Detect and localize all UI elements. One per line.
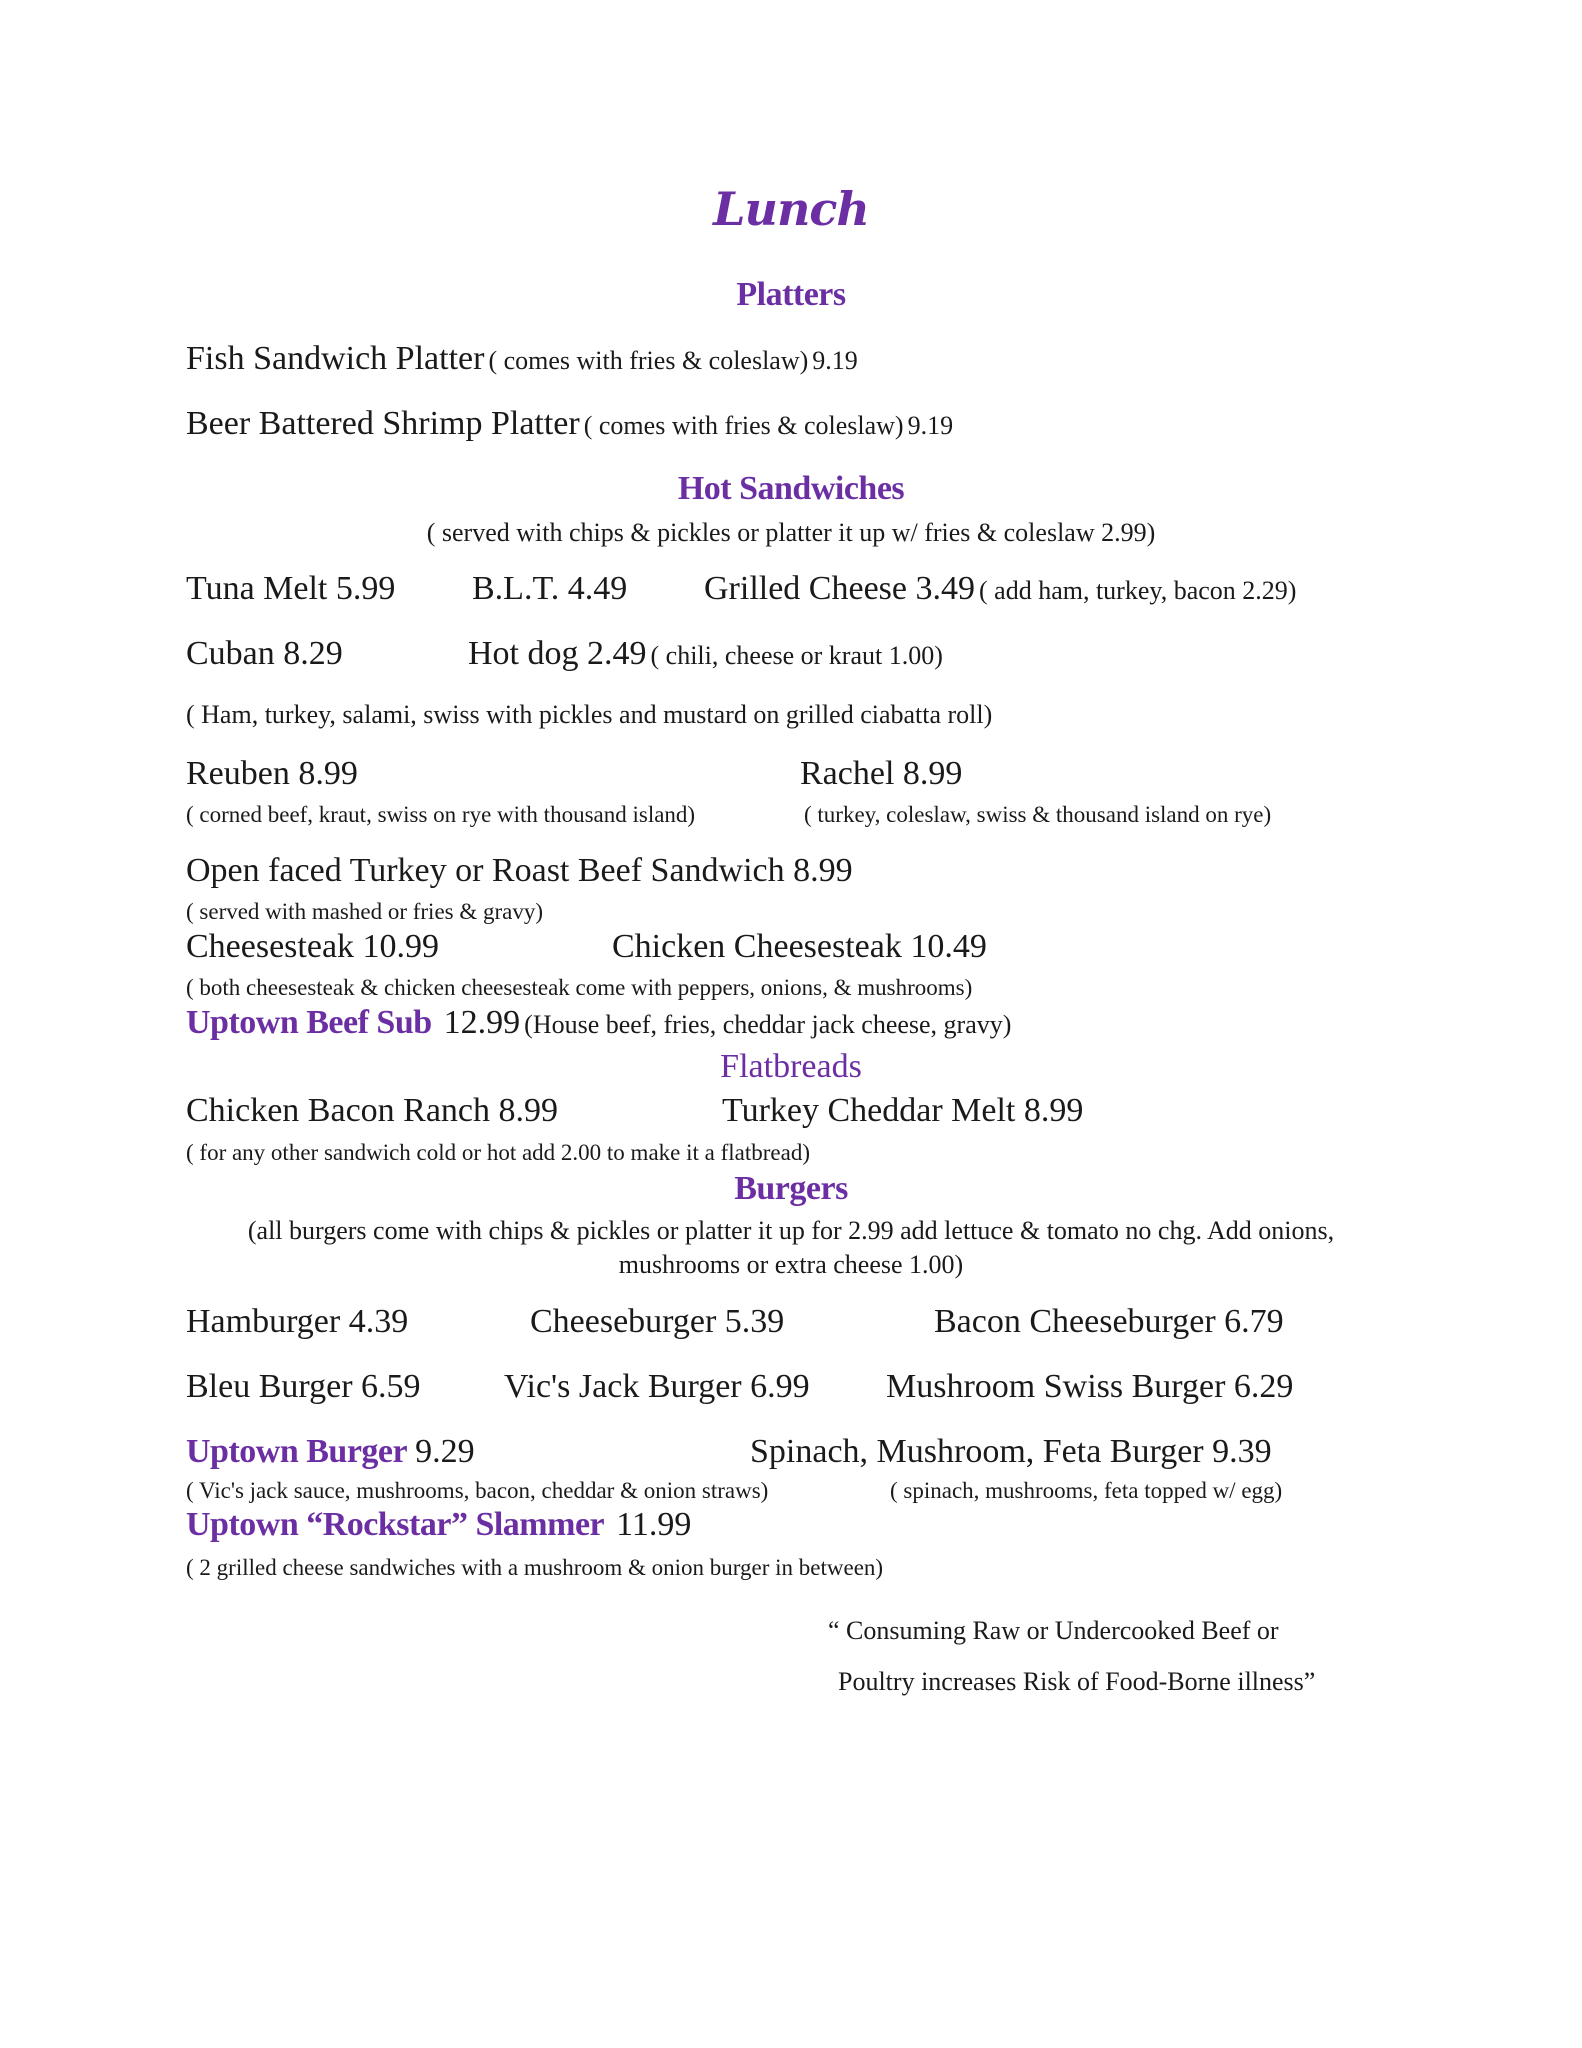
uptown-burger — [186, 1433, 475, 1471]
bleu-burger: Bleu Burger 6.59 — [186, 1368, 421, 1405]
hamburger: Hamburger 4.39 — [186, 1303, 409, 1340]
cheeseburger: Cheeseburger 5.39 — [530, 1303, 785, 1340]
uptown-burger-price: 9.29 — [415, 1433, 475, 1470]
hot-dog-label: Hot dog 2.49 — [468, 635, 647, 672]
cuban-description: ( Ham, turkey, salami, swiss with pickles and mustard on grilled ciabatta roll) — [186, 700, 993, 729]
uptown-burger-name: Uptown Burger — [186, 1433, 408, 1470]
hot-dog-note: ( chili, cheese or kraut 1.00) — [650, 641, 943, 670]
disclaimer-line1: “ Consuming Raw or Undercooked Beef or — [828, 1616, 1279, 1645]
menu-title: Lunch — [713, 182, 869, 236]
disclaimer-line2: Poultry increases Risk of Food-Borne illness” — [838, 1667, 1316, 1696]
tuna-melt: Tuna Melt 5.99 — [186, 570, 396, 607]
rachel-description: ( turkey, coleslaw, swiss & thousand island on rye) — [804, 802, 1272, 827]
hot-sandwiches-note: ( served with chips & pickles or platter it up w/ fries & coleslaw 2.99) — [426, 518, 1156, 547]
vics-jack-burger: Vic's Jack Burger 6.99 — [504, 1368, 810, 1405]
rockstar-slammer-description: ( 2 grilled cheese sandwiches with a mushroom & onion burger in between) — [186, 1555, 884, 1580]
chicken-bacon-ranch: Chicken Bacon Ranch 8.99 — [186, 1092, 559, 1129]
uptown-beef-sub-price: 12.99 — [443, 1004, 521, 1041]
grilled-cheese-label: Grilled Cheese 3.49 — [704, 570, 975, 607]
burgers-note-line1: (all burgers come with chips & pickles or platter it up for 2.99 add lettuce & tomato no chg. Add onions, — [247, 1216, 1335, 1245]
mushroom-swiss-burger: Mushroom Swiss Burger 6.29 — [886, 1368, 1294, 1405]
item-note: ( comes with fries & coleslaw) — [488, 346, 809, 375]
hot-sandwiches-heading: Hot Sandwiches — [677, 470, 905, 507]
item-name: Beer Battered Shrimp Platter — [186, 405, 580, 442]
rachel: Rachel 8.99 — [800, 755, 963, 792]
burgers-heading: Burgers — [734, 1170, 848, 1207]
turkey-cheddar-melt: Turkey Cheddar Melt 8.99 — [722, 1092, 1084, 1129]
reuben-description: ( corned beef, kraut, swiss on rye with thousand island) — [186, 802, 696, 827]
cheesesteak-description: ( both cheesesteak & chicken cheesesteak come with peppers, onions, & mushrooms) — [186, 975, 973, 1000]
item-price: 9.19 — [812, 346, 858, 375]
platter-item — [186, 340, 858, 378]
bacon-cheeseburger: Bacon Cheeseburger 6.79 — [934, 1303, 1284, 1340]
grilled-cheese-note: ( add ham, turkey, bacon 2.29) — [979, 576, 1297, 605]
platters-heading: Platters — [736, 276, 846, 313]
burgers-note-line2: mushrooms or extra cheese 1.00) — [618, 1250, 964, 1279]
uptown-beef-sub-description: (House beef, fries, cheddar jack cheese, gravy) — [524, 1010, 1012, 1039]
uptown-rockstar-slammer — [186, 1506, 691, 1544]
spinach-mushroom-feta-burger: Spinach, Mushroom, Feta Burger 9.39 — [750, 1433, 1272, 1470]
open-faced-description: ( served with mashed or fries & gravy) — [186, 899, 544, 924]
cheesesteak: Cheesesteak 10.99 — [186, 928, 440, 965]
flatbread-note: ( for any other sandwich cold or hot add 2.00 to make it a flatbread) — [186, 1140, 810, 1165]
platter-item — [186, 405, 953, 443]
flatbreads-heading: Flatbreads — [720, 1048, 862, 1085]
grilled-cheese — [704, 570, 1296, 608]
uptown-beef-sub — [186, 1004, 1011, 1042]
hot-dog — [468, 635, 943, 673]
rockstar-slammer-price: 11.99 — [616, 1506, 692, 1543]
uptown-beef-sub-name: Uptown Beef Sub — [186, 1004, 432, 1041]
item-name: Fish Sandwich Platter — [186, 340, 485, 377]
item-price: 9.19 — [907, 411, 954, 440]
chicken-cheesesteak: Chicken Cheesesteak 10.49 — [612, 928, 987, 965]
rockstar-slammer-name: Uptown “Rockstar” Slammer — [186, 1506, 605, 1543]
item-note: ( comes with fries & coleslaw) — [583, 411, 904, 440]
spinach-burger-description: ( spinach, mushrooms, feta topped w/ egg) — [890, 1478, 1283, 1503]
open-faced-sandwich: Open faced Turkey or Roast Beef Sandwich 8.99 — [186, 852, 853, 889]
uptown-burger-description: ( Vic's jack sauce, mushrooms, bacon, cheddar & onion straws) — [186, 1478, 769, 1503]
blt: B.L.T. 4.49 — [472, 570, 628, 607]
reuben: Reuben 8.99 — [186, 755, 358, 792]
cuban: Cuban 8.29 — [186, 635, 343, 672]
